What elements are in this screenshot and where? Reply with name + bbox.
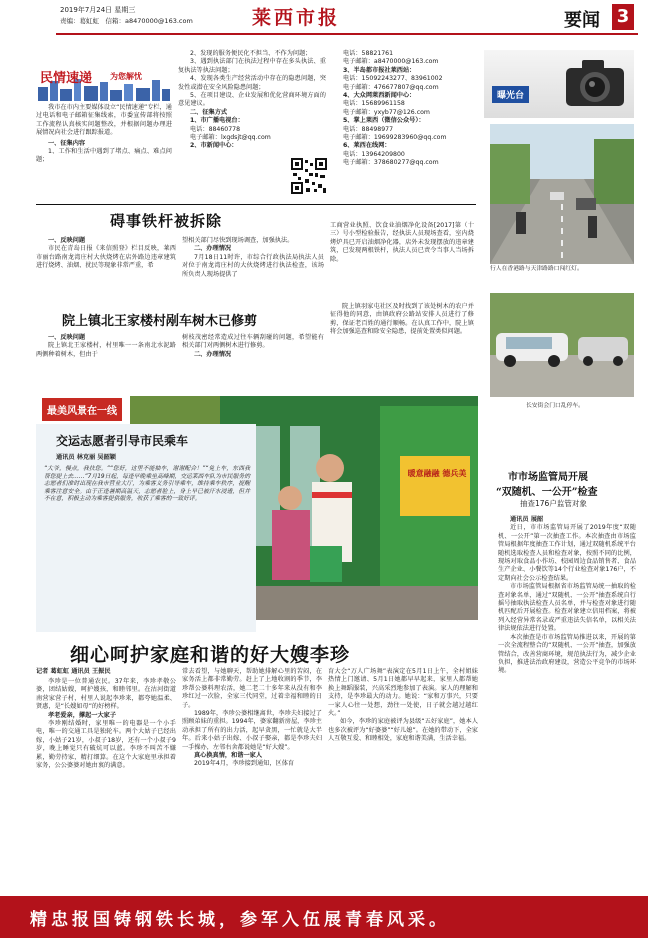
article-b-body2: 树枝茂密经常造成过往车辆刮碰的问题，希望能有相关部门对两侧树木进行修剪。 <box>182 334 324 350</box>
hotline-s1-text: 1、工作和生活中遇到了堵点、痛点、难点问题； <box>36 148 172 164</box>
scenery-banner <box>42 398 124 424</box>
hotline-banner <box>38 55 170 103</box>
feature-col3-p1: 育大会“万人广场舞”表演定在5月1日上午，全村姐妹热情上门邀请、5月1日她都早早起来，家里人都帮她换上舞蹈服装，兴高采烈地参加了表演。家人的理解和支持，是李珍最大的动力。她说：“家和万事兴，只要一家人心往一处想，劲往一处使，日子就会越过越红火。” <box>328 668 478 718</box>
article-a-body4: 工商营业执照、饮食业油烟净化设备[2017]第（十三）号小型检验报告，经执法人员现场查看，室内烧烤炉具已开启油烟净化器，店外未发现摆放的违章建筑，已发现两根铁杆，执法人员已责令当事人当场拆除。 <box>330 222 474 263</box>
qr-code-icon <box>290 157 328 195</box>
contact-line: 电子邮箱：19699283960@qq.com <box>343 134 447 142</box>
hotline-col3 <box>343 50 473 168</box>
hotline-col1 <box>36 104 172 165</box>
mail-value: lxgdsjt@qq.com <box>220 134 271 142</box>
scenery-byline: 通讯员 林克丽 吴韶颖 <box>56 454 116 461</box>
market-body <box>498 516 636 676</box>
exposure-banner <box>484 50 634 118</box>
footer-slogan-bar <box>0 896 648 938</box>
article-a-body1: 市民在青岛日报《来信照登》栏目反映，莱西市丽台路南龙湾庄村大伙烧烤在店外路边违章建筑进行烧烤、油烟、扰民等现象非常严重，希 <box>36 245 176 270</box>
contact-line: 电子邮箱：yxyb77@126.com <box>343 108 430 116</box>
hotline-intro: 我市在市内主要媒体设立“民情速递”专栏，通过电话和电子邮箱征集线索，市委宣传部将按照工作流程认真核实问题整改，并根据问题办理进展情况向社会进行跟踪报道。 <box>36 104 172 137</box>
article-a-s2: 二、办理情况 <box>194 245 232 253</box>
contact-line: 电子邮箱：476677807@qq.com <box>343 83 439 91</box>
scenery-title: 交运志愿者引导市民乘车 <box>56 434 189 448</box>
article-b-col2 <box>182 334 324 359</box>
contact-line: 电话：15689961158 <box>343 100 405 108</box>
hotline-title-sub: 为您解忧 <box>110 72 142 81</box>
scenery-banner-text: 最美风景在一线 <box>42 398 122 421</box>
article-a-body3: 7月18日11时许，市综合行政执法局执法人员对位于南龙湾庄村的大伙烧烤进行执法检查，该场所负责人现场提供了 <box>182 253 324 278</box>
article-b-title: 院上镇北王家楼村剐车树木已修剪 <box>62 314 258 329</box>
divider <box>36 204 476 205</box>
contact-line: 电子邮箱：a8470000@163.com <box>343 58 439 66</box>
contact-line: 电话：88498977 <box>343 125 394 133</box>
article-a-col1 <box>36 237 176 271</box>
article-a-col3 <box>330 222 474 264</box>
feature-byline: 记者 葛虹虹 通讯员 王振民 <box>36 668 111 675</box>
hotline-col2 <box>178 50 326 151</box>
photo-parking <box>490 293 634 397</box>
feature-col1 <box>36 678 176 770</box>
photo-caption-1: 行人在香港路与天津路路口闯红灯。 <box>490 266 583 272</box>
feature-col2 <box>182 668 322 769</box>
exposure-label: 曝光台 <box>492 86 529 103</box>
news-center-label: 2、市新闻中心： <box>190 142 238 150</box>
feature-col1-heading: 孝老爱亲，撑起一大家子 <box>48 711 117 719</box>
market-p2: 市市场监管局根据省市场监管局统一抽取的检查对象名单，通过“双随机、一公开”抽查系统自行摇号抽取执法检查人员名单，并与检查对象进行随机匹配后开展检查。检查对象建立信用档案，将被列入经营异常名录或严重违法失信名单，以相关法律法规依法进行处置。 <box>498 583 636 633</box>
camera-icon <box>562 56 628 114</box>
volunteer-box <box>36 424 256 632</box>
market-byline: 通讯员 展韶 <box>510 516 544 523</box>
feature-col3 <box>328 668 478 744</box>
contact-line: 电子邮箱：378680277@qq.com <box>343 159 439 167</box>
hotline-item-5: 5、在项目建设、企业发展和优化营商环境方面的意见建议。 <box>178 92 326 108</box>
tel-value: 88460778 <box>208 125 241 133</box>
masthead-date: 2019年7月24日 星期三 <box>60 6 136 14</box>
masthead-editor: 责编：葛虹虹 信箱：a8470000@163.com <box>60 17 193 25</box>
bus-slogan: 暖意融融 德兵美 <box>407 469 467 478</box>
feature-title: 细心呵护家庭和谐的好大嫂李珍 <box>70 644 351 666</box>
feature-col1-p1: 李珍是一位普通农民。37年来，李珍孝敬公婆，团结姑嫂，呵护嫂孩，和睦邻里。在沽河街道南营家营子村，村里人说起李珍来，都夸她温柔、贤惠，是“长嫂如母”的好榜样。 <box>36 678 176 711</box>
market-subtitle: 抽查176户监管对象 <box>520 499 587 508</box>
article-b-body1: 院上镇北王家楼村，村里唯一一条南北水泥路两侧种着树木，但由于 <box>36 342 176 358</box>
feature-col2-p3: 2019年4月，李珍接到通知，区体育 <box>194 760 295 768</box>
hotline-item-4: 4、发现各类生产经营活动中存在的隐患问题，突发性或潜在安全风险隐患问题； <box>178 75 326 91</box>
hotline-item-3: 3、遇到执法部门在执法过程中存在多头执法、重复执法等执法问题； <box>178 58 326 74</box>
masthead-paper-name: 莱西市报 <box>252 7 341 29</box>
article-b-body3: 院上镇羽家屯社区及时找到了该处树木的农户并征得他的同意，由镇政府公路站安排人员进行了修剪，保证老百姓的通行顺畅。在认真工作中，院上镇将会加强巡查和除安全隐患，提前处置类似问题。 <box>330 303 474 336</box>
masthead-rule <box>56 33 638 35</box>
article-b-s1: 一、反映问题 <box>48 334 86 341</box>
feature-col1-p2: 李珍刚结婚时，家里唯一的电器是一个小手电，唯一的交通工具是独轮车。两个大姑子已经出嫁，小姑子21岁，小叔子18岁，还有一个小叔子9岁，晚上睡觉只有破炕可以蓝。李珍不叫苦不嫌累，勤劳持家，精打细算。在这个大家庭里承担着家务，公公婆婆对她由衷的满意。 <box>36 720 176 770</box>
photo-caption-2: 长安街会门口乱停车。 <box>526 403 584 409</box>
contact-line: 5、掌上莱西（微信公众号）： <box>343 117 425 125</box>
contact-line: 4、大众网莱西新闻中心： <box>343 92 416 100</box>
footer-slogan: 精忠报国铸钢铁长城，参军入伍展青春风采。 <box>30 910 450 930</box>
contact-line: 3、半岛都市报社莱西站： <box>343 66 416 74</box>
article-a-body2: 望相关部门尽快到现场调查，加强执法。 <box>182 237 294 244</box>
feature-col2-heading: 真心换真情，和谐一家人 <box>194 752 263 760</box>
section-title: 要闻 <box>564 10 600 31</box>
mail-label: 电子邮箱： <box>190 134 221 142</box>
tel-label: 电话： <box>190 125 209 133</box>
market-title-2: “双随机、一公开”检查 <box>496 487 598 498</box>
contact-line: 电话：15092243277、83961002 <box>343 75 443 83</box>
market-title-1: 市市场监管局开展 <box>508 472 588 483</box>
article-b-s2: 二、办理情况 <box>194 350 232 358</box>
article-a-title: 碍事铁杆被拆除 <box>110 212 223 230</box>
article-a-s1: 一、反映问题 <box>48 237 86 244</box>
page-number-badge: 3 <box>612 4 634 30</box>
masthead <box>0 0 648 40</box>
market-p1: 近日，市市场监管局开展了2019年度“双随机、一公开”第一次抽查工作。本次抽查由市场监管局根据年度抽查工作计划，通过双随机系统平台随机选取检查人员和检查对象，按照不同的比例，现场对取食品小作坊、校园周边食品销售者、食品生产企业、小餐饮等14个行业检查对象176户，不定期向社会公示检查结果。 <box>498 524 636 582</box>
feature-col2-p2: 1989年，李珍公婆相继离世，李珍夫妇接过了照顾弟妹的重担。1994年，婆家翻新房屋，李珍主动承担了所有的出力活，起早贪黑，一忙就是大半年。后来小姑子出嫁、小叔子娶亲，都是李珍夫妇一手操办，左邻右舍都说她是“好大嫂”。 <box>182 710 322 751</box>
feature-col3-p2: 如今，李珍的家庭被评为县级“五好家庭”，她本人也多次被评为“好婆婆”“好儿媳”。在她的带动下，全家人互敬互爱、和睦相处，家庭和谐美满，生活幸福。 <box>328 718 478 743</box>
photo-street <box>490 124 634 264</box>
contact-line: 电话：13964209800 <box>343 150 405 158</box>
hotline-title: 民情速递 <box>40 71 93 86</box>
article-a-col2 <box>182 237 324 279</box>
contact-line: 电话：58821761 <box>343 50 394 57</box>
hotline-item-2: 2、发现的服务便民化不担当、不作为问题； <box>190 50 312 57</box>
scenery-body: “大爷，慢点，我扶您。”“您好，这里不能抽车，谢谢配合！”“免上车，东西我帮您提上去……”7月19日起，每逢早晚乘坐高峰期，交运莱西车队为市民服务的志愿者们准时出现在我市营业大厅，为乘客义务引导乘车，维持乘车秩序，提醒乘客注意安全。由于正逢暑期高温天，志愿者脸上，身上早已被汗水浸透，但并不在意，积极主动为乘客提供服务，收获了乘客的一致好评。 <box>44 466 250 503</box>
hotline-s1-heading: 一、征集内容 <box>48 139 86 147</box>
article-b-col1 <box>36 334 176 359</box>
hotline-s2-heading: 二、征集方式 <box>190 108 228 116</box>
hotline-s2-sub: 1、市广播电视台： <box>190 117 244 125</box>
article-b-col3 <box>330 303 474 337</box>
feature-col2-p1: 常去看望，与她聊天，帮助她排解心里的苦闷，在家务活上都非常勤劳。赶上了上地收割的季节，李珍帮公婆料理农活，她二老二十多年来从没有和李珍红过一次脸，全家三代同堂，过着幸福和睦的日子。 <box>182 668 322 709</box>
market-p3: 本次抽查是市市场监管局推进以来，开展的第一次全流程整合的“双随机、一公开”抽查，加强放管结合，改善营商环境，规范执法行为，减少企业负担，推进法治政府建设，营造公平竞争的市场环境。 <box>498 633 636 675</box>
contact-line: 6、莱西在线网： <box>343 142 391 150</box>
